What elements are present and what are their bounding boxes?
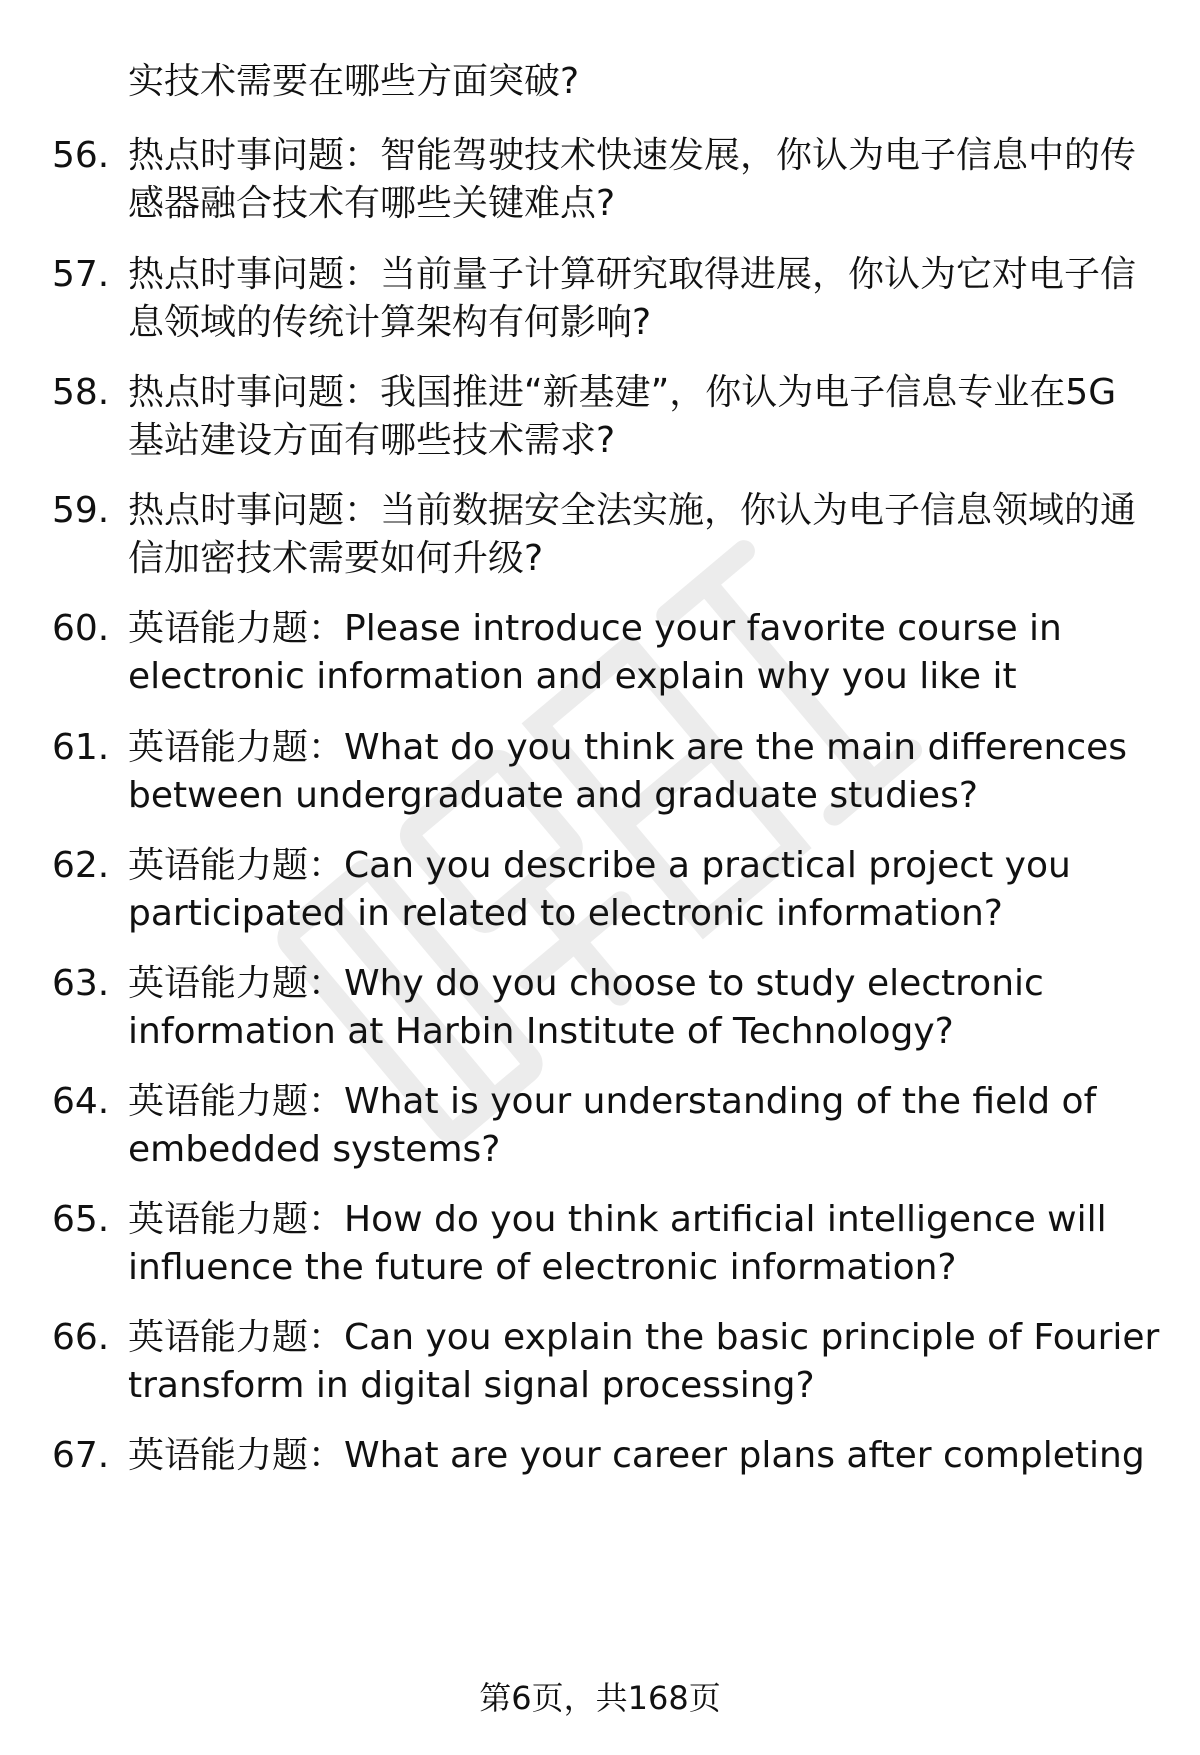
- question-number: 64.: [52, 1081, 110, 1122]
- question-number: 58.: [52, 372, 110, 413]
- question-item: [52, 251, 1162, 351]
- question-text: [128, 369, 1168, 465]
- question-item: [52, 960, 1162, 1060]
- question-line: between undergraduate and graduate studies?: [128, 775, 978, 816]
- question-text: [128, 1432, 1168, 1480]
- question-text: [128, 960, 1168, 1056]
- question-number: 67.: [52, 1435, 110, 1476]
- page-footer: 第6页，共168页: [479, 1679, 721, 1717]
- question-item: [52, 1314, 1162, 1414]
- question-item: [52, 1078, 1162, 1178]
- question-text: [128, 1196, 1168, 1292]
- question-item: [52, 1196, 1162, 1296]
- question-number: 63.: [52, 963, 110, 1004]
- question-line: 英语能力题：What are your career plans after completing: [128, 1435, 1145, 1476]
- question-text: [128, 132, 1168, 228]
- question-number: 59.: [52, 490, 110, 531]
- question-text: [128, 251, 1168, 347]
- question-item: [52, 605, 1162, 705]
- question-line: 信加密技术需要如何升级?: [128, 538, 544, 579]
- question-number: 66.: [52, 1317, 110, 1358]
- question-line: 热点时事问题：当前数据安全法实施，你认为电子信息领域的通: [128, 490, 1137, 531]
- question-line: information at Harbin Institute of Technology?: [128, 1011, 954, 1052]
- continued-question-text: 实技术需要在哪些方面突破?: [128, 61, 580, 102]
- question-number: 61.: [52, 727, 110, 768]
- question-line: influence the future of electronic information?: [128, 1247, 957, 1288]
- question-line: 热点时事问题：我国推进“新基建”，你认为电子信息专业在5G: [128, 372, 1117, 413]
- question-line: 热点时事问题：智能驾驶技术快速发展，你认为电子信息中的传: [128, 135, 1137, 176]
- question-number: 56.: [52, 135, 110, 176]
- question-line: embedded systems?: [128, 1129, 501, 1170]
- question-number: 65.: [52, 1199, 110, 1240]
- question-text: [128, 487, 1168, 583]
- question-item: [52, 724, 1162, 824]
- question-text: [128, 605, 1168, 701]
- question-item: [52, 842, 1162, 942]
- question-text: [128, 1078, 1168, 1174]
- question-text: [128, 842, 1168, 938]
- question-line: 热点时事问题：当前量子计算研究取得进展，你认为它对电子信: [128, 254, 1137, 295]
- question-line: participated in related to electronic information?: [128, 893, 1003, 934]
- question-line: electronic information and explain why you like it: [128, 656, 1017, 697]
- question-item: [52, 132, 1162, 232]
- question-line: 英语能力题：Can you describe a practical project you: [128, 845, 1071, 886]
- question-text: [128, 1314, 1168, 1410]
- question-line: 英语能力题：Can you explain the basic principle of Fourier: [128, 1317, 1160, 1358]
- question-item: [52, 487, 1162, 587]
- question-line: 英语能力题：What do you think are the main differences: [128, 727, 1128, 768]
- question-number: 57.: [52, 254, 110, 295]
- question-line: 英语能力题：How do you think artificial intelligence will: [128, 1199, 1107, 1240]
- question-item: [52, 369, 1162, 469]
- question-line: 基站建设方面有哪些技术需求?: [128, 420, 616, 461]
- question-item: [52, 1432, 1162, 1532]
- question-line: transform in digital signal processing?: [128, 1365, 815, 1406]
- question-line: 息领域的传统计算架构有何影响?: [128, 302, 652, 343]
- question-number: 62.: [52, 845, 110, 886]
- question-line: 英语能力题：Please introduce your favorite course in: [128, 608, 1062, 649]
- question-number: 60.: [52, 608, 110, 649]
- question-line: 英语能力题：What is your understanding of the field of: [128, 1081, 1097, 1122]
- question-text: [128, 724, 1168, 820]
- question-line: 英语能力题：Why do you choose to study electronic: [128, 963, 1044, 1004]
- question-line: 感器融合技术有哪些关键难点?: [128, 183, 616, 224]
